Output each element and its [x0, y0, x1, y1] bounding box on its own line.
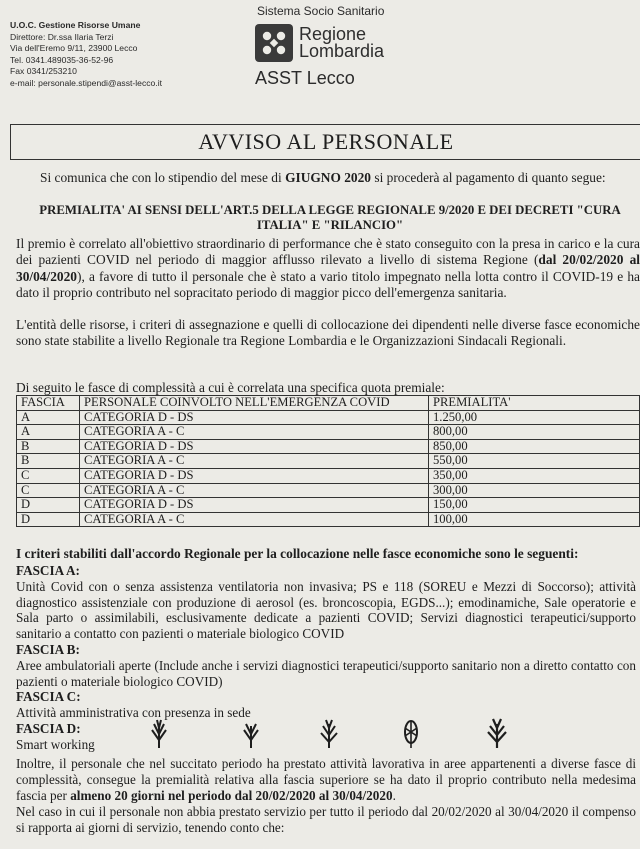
paragraph-table-intro: Di seguito le fasce di complessità a cui è correlata una specifica quota premiale:	[16, 380, 445, 395]
table-row	[17, 498, 640, 513]
cell-premialita: 850,00	[429, 439, 640, 454]
cell-premialita: 550,00	[429, 454, 640, 469]
paragraph-premium: Il premio è correlato all'obiettivo straordinario di performance che è stato conseguito con la presa in carico e la cura dei pazienti COVID nel periodo di maggior afflusso rilevato a livello di sistema Regione (dal 20/02/2020 al 30/04/2020), a favore di tutto il personale che è stato a vario titolo impegnato nella lotta contro il COVID-19 e ha dato il proprio contributo nel sopracitato periodo di maggior picco dell'emergenza sanitaria.	[16, 236, 640, 301]
column-header-personale: PERSONALE COINVOLTO NELL'EMERGENZA COVID	[80, 396, 429, 411]
cell-fascia: C	[17, 468, 80, 483]
plant-stamp-icon	[486, 718, 508, 748]
fascia-a-text: Unità Covid con o senza assistenza ventilatoria non invasiva; PS e 118 (SOREU e Mezzi di Soccorso); attività diagnostico assistenziale con produzione di aerosol (es. broncoscopia, EGDS...); emodinamiche, Sale operatorie e Sala parto o assimilabili, esclusivamente dedicate a pazienti COVID; Servizi diagnostici terapeutici/supporto sanitario a contatto con pazienti o materiale biologico COVID	[16, 578, 636, 642]
cell-personale: CATEGORIA D - DS	[80, 410, 429, 425]
cell-fascia: A	[17, 410, 80, 425]
column-header-premialita: PREMIALITA'	[429, 396, 640, 411]
office-info	[10, 20, 250, 90]
paragraph-service-days: Nel caso in cui il personale non abbia prestato servizio per tutto il periodo dal 20/02/2020 al 30/04/2020 il compenso si rapporta ai giorni di servizio, tenendo conto che:	[16, 804, 636, 835]
premium-table	[16, 395, 640, 527]
regione-lombardia-logo-icon	[255, 24, 293, 62]
table-row	[17, 483, 640, 498]
column-header-fascia: FASCIA	[17, 396, 80, 411]
table-header-row	[17, 396, 640, 411]
region-name: Regione Lombardia	[299, 24, 385, 61]
plant-stamp-icon	[148, 718, 170, 748]
cell-fascia: B	[17, 439, 80, 454]
fascia-d-label: FASCIA D:	[16, 720, 81, 736]
subtitle: PREMIALITA' AI SENSI DELL'ART.5 DELLA LEGGE REGIONALE 9/2020 E DEI DECRETI "CURA ITALIA" E "RILANCIO"	[39, 203, 621, 232]
cell-personale: CATEGORIA D - DS	[80, 498, 429, 513]
cell-fascia: D	[17, 512, 80, 527]
address: Via dell'Eremo 9/11, 23900 Lecco	[10, 43, 138, 54]
fascia-c-text: Attività amministrativa con presenza in sede	[16, 705, 251, 721]
cell-personale: CATEGORIA A - C	[80, 483, 429, 498]
table-row	[17, 454, 640, 469]
cell-personale: CATEGORIA A - C	[80, 454, 429, 469]
table-row	[17, 410, 640, 425]
fascia-b-text: Aree ambulatoriali aperte (Include anche i servizi diagnostici terapeutici/supporto sanitario non a diretto contatto con pazienti o materiale biologico COVID)	[16, 657, 636, 689]
fascia-a-label: FASCIA A:	[16, 563, 80, 578]
cell-premialita: 300,00	[429, 483, 640, 498]
cell-premialita: 800,00	[429, 425, 640, 440]
cell-premialita: 150,00	[429, 498, 640, 513]
page-title: AVVISO AL PERSONALE	[10, 124, 640, 160]
table-row	[17, 468, 640, 483]
cell-premialita: 100,00	[429, 512, 640, 527]
cell-personale: CATEGORIA A - C	[80, 425, 429, 440]
cell-premialita: 350,00	[429, 468, 640, 483]
cell-personale: CATEGORIA D - DS	[80, 468, 429, 483]
cell-premialita: 1.250,00	[429, 410, 640, 425]
criteria-title: I criteri stabiliti dall'accordo Regionale per la collocazione nelle fasce economiche sono le seguenti:	[16, 546, 579, 561]
director: Direttore: Dr.ssa Ilaria Terzi	[10, 31, 114, 42]
fascia-b-label: FASCIA B:	[16, 641, 80, 657]
fascia-d-text: Smart working	[16, 736, 95, 752]
office-name: U.O.C. Gestione Risorse Umane	[10, 20, 141, 30]
paragraph-multi-area: Inoltre, il personale che nel succitato periodo ha prestato attività lavorativa in aree appartenenti a diverse fasce di complessità, consegue la premialità relativa alla fascia superiore se ha dato il proprio contributo nella medesima fascia per almeno 20 giorni nel periodo dal 20/02/2020 al 30/04/2020.	[16, 756, 636, 803]
paragraph-resources: L'entità delle risorse, i criteri di assegnazione e quelli di collocazione dei dipendenti nelle diverse fasce economiche sono state stabilite a livello Regionale tra Regione Lombardia e le Organizzazioni Sindacali Regionali.	[16, 317, 640, 349]
cell-fascia: B	[17, 454, 80, 469]
table-row	[17, 439, 640, 454]
table-row	[17, 425, 640, 440]
intro-paragraph: Si comunica che con lo stipendio del mese di GIUGNO 2020 si procederà al pagamento di quanto segue:	[40, 170, 606, 185]
table-row	[17, 512, 640, 527]
cell-personale: CATEGORIA A - C	[80, 512, 429, 527]
system-name: Sistema Socio Sanitario	[257, 4, 385, 18]
plant-stamp-icon	[400, 718, 422, 748]
cell-fascia: C	[17, 483, 80, 498]
email: e-mail: personale.stipendi@asst-lecco.it	[10, 77, 163, 88]
cell-fascia: D	[17, 498, 80, 513]
fax: Fax 0341/253210	[10, 66, 77, 77]
cell-personale: CATEGORIA D - DS	[80, 439, 429, 454]
logo-block	[255, 4, 455, 89]
plant-stamp-icon	[240, 718, 262, 748]
asst-name: ASST Lecco	[255, 68, 355, 88]
cell-fascia: A	[17, 425, 80, 440]
telephone: Tel. 0341.489035-36-52-96	[10, 54, 114, 65]
plant-stamp-icon	[318, 718, 340, 748]
fascia-c-label: FASCIA C:	[16, 689, 81, 705]
